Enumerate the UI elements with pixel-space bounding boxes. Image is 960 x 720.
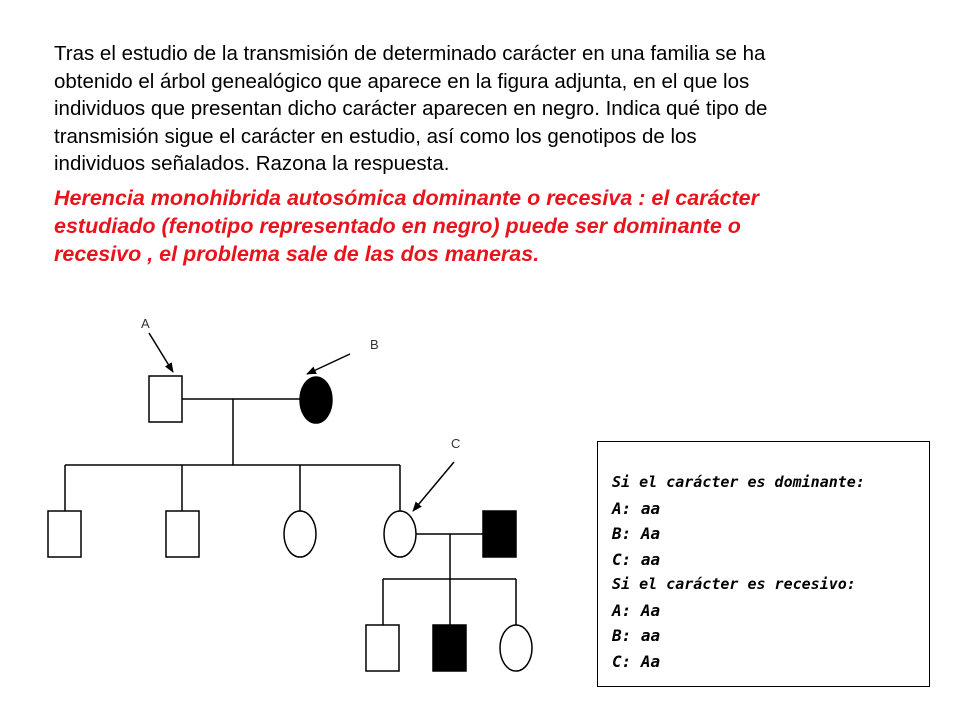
arrow-a: [149, 333, 173, 372]
dominant-genotype-b: B: Aa: [612, 524, 661, 543]
question-line-1: Tras el estudio de la transmisión de determinado carácter en una familia se ha: [54, 42, 766, 65]
individual-c-female: [384, 511, 416, 557]
recessive-heading: Si el carácter es recesivo:: [612, 575, 856, 593]
arrow-b: [307, 354, 350, 374]
arrow-c: [413, 462, 454, 511]
recessive-genotype-a: A: Aa: [612, 600, 661, 620]
gen2-spouse-male-affected: [483, 511, 516, 557]
dominant-genotype-a: A: aa: [612, 498, 661, 518]
question-line-4: transmisión sigue el carácter en estudio, así como los genotipos de los: [54, 124, 697, 148]
question-line-2: obtenido el árbol genealógico que aparece en la figura adjunta, en el que los: [54, 69, 750, 93]
answer-line-1: Herencia monohibrida autosómica dominante o recesiva : el carácter: [54, 186, 759, 210]
gen2-son-2: [166, 511, 199, 557]
gen3-daughter: [500, 625, 532, 671]
label-b: B: [370, 337, 379, 352]
label-c: C: [451, 436, 461, 451]
label-a: A: [141, 316, 150, 331]
recessive-genotype-b: B: aa: [612, 626, 661, 645]
genotype-answer-box: [597, 441, 930, 687]
question-line-5: individuos señalados. Razona la respuesta.: [54, 152, 450, 175]
gen2-son-1: [48, 511, 81, 557]
gen3-son-2-affected: [433, 625, 466, 671]
answer-line-3: recesivo , el problema sale de las dos maneras.: [54, 242, 540, 266]
gen2-daughter-1: [284, 511, 316, 557]
individual-b-female-affected: [300, 377, 332, 423]
individual-a-male: [149, 376, 182, 422]
gen3-son-1: [366, 625, 399, 671]
dominant-heading: Si el carácter es dominante:: [612, 473, 865, 491]
dominant-genotype-c: C: aa: [612, 549, 661, 569]
answer-line-2: estudiado (fenotipo representado en negro) puede ser dominante o: [54, 214, 741, 238]
question-line-3: individuos que presentan dicho carácter aparecen en negro. Indica qué tipo de: [54, 97, 768, 120]
recessive-genotype-c: C: Aa: [612, 651, 661, 671]
